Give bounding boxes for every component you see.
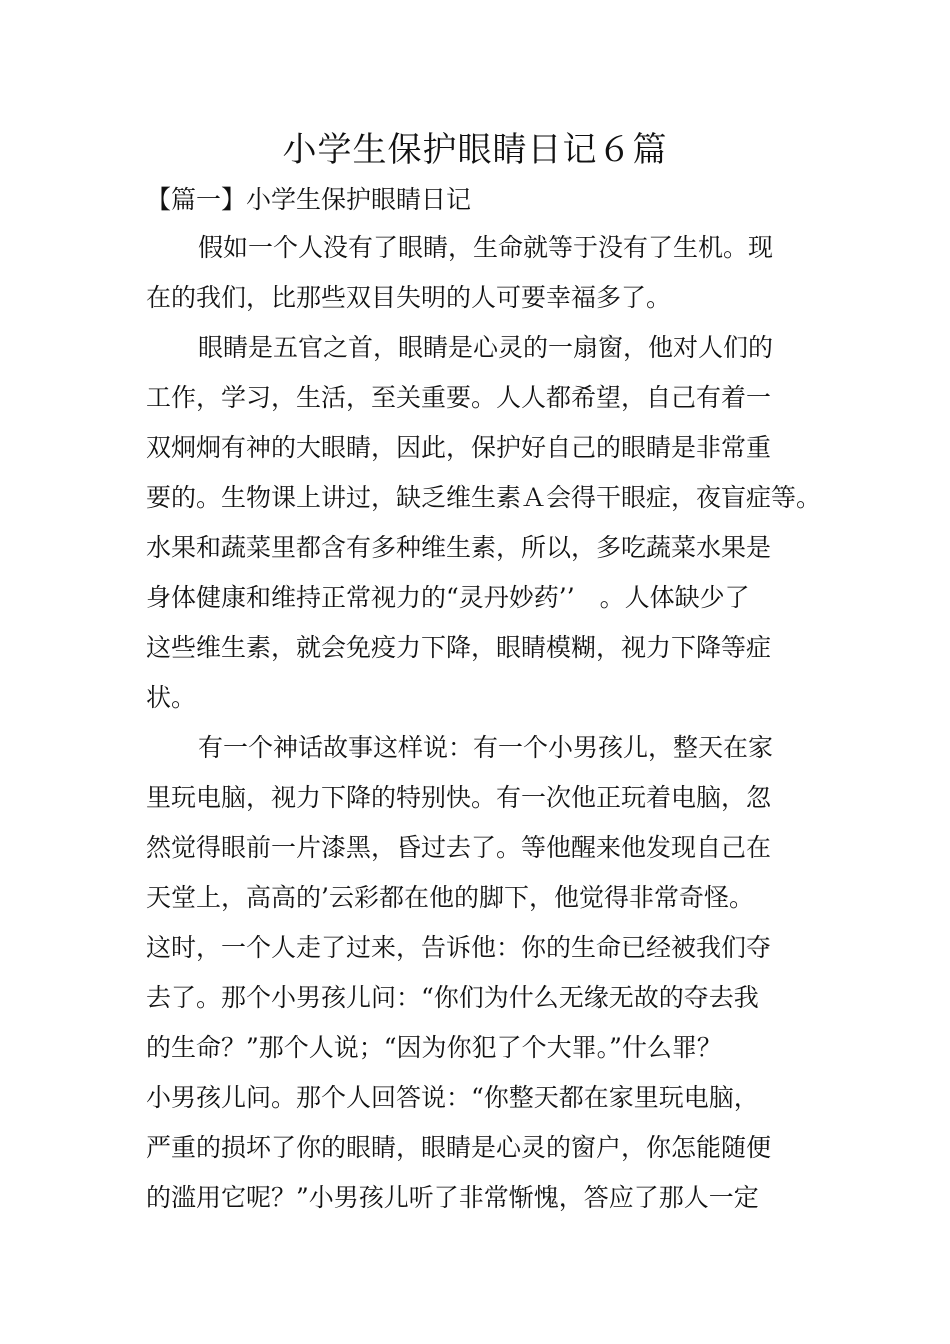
paragraph-line: 双炯炯有神的大眼睛，因此，保护好自己的眼睛是非常重 [146,433,772,462]
paragraph-line: 要的。生物课上讲过，缺乏维生素Ａ会得干眼症，夜盲症等。 [146,483,822,512]
paragraph-line: 然觉得眼前一片漆黑，昏过去了。等他醒来他发现自己在 [146,833,772,862]
paragraph-line: 这时，一个人走了过来，告诉他：你的生命已经被我们夺 [146,933,772,962]
paragraph-line: 严重的损坏了你的眼睛，眼睛是心灵的窗户，你怎能随便 [146,1133,772,1162]
paragraph-3 [146,723,826,1223]
paragraph-line: 在的我们，比那些双目失明的人可要幸福多了。 [146,283,672,312]
paragraph-line: 天堂上，高高的’云彩都在他的脚下，他觉得非常奇怪。 [146,883,754,912]
paragraph-line: 有一个神话故事这样说：有一个小男孩儿，整天在家 [198,733,774,762]
paragraph-line: 小男孩儿问。那个人回答说：“你整天都在家里玩电脑， [146,1083,759,1112]
document-title: 小学生保护眼睛日记６篇 [282,130,668,170]
paragraph-line: 眼睛是五官之首，眼睛是心灵的一扇窗，他对人们的 [198,333,774,362]
paragraph-1 [146,223,826,323]
section-heading: 【篇一】小学生保护眼睛日记 [146,185,472,214]
paragraph-line: 身体健康和维持正常视力的“灵丹妙药’’ 。人体缺少了 [146,583,750,612]
paragraph-line: 状。 [146,683,197,712]
paragraph-line: 假如一个人没有了眼睛，生命就等于没有了生机。现 [198,233,774,262]
paragraph-2 [146,323,826,723]
paragraph-line: 这些维生素，就会免疫力下降，眼睛模糊，视力下降等症 [146,633,772,662]
paragraph-line: 的生命？”那个人说；“因为你犯了个大罪。”什么罪？ [146,1033,722,1062]
paragraph-line: 的滥用它呢？”小男孩儿听了非常惭愧，答应了那人一定 [146,1183,759,1212]
paragraph-line: 工作，学习，生活，至关重要。人人都希望，自己有着一 [146,383,772,412]
paragraph-line: 里玩电脑，视力下降的特别快。有一次他正玩着电脑，忽 [146,783,772,812]
paragraph-line: 水果和蔬菜里都含有多种维生素，所以，多吃蔬菜水果是 [146,533,772,562]
paragraph-line: 去了。那个小男孩儿问：“你们为什么无缘无故的夺去我 [146,983,759,1012]
